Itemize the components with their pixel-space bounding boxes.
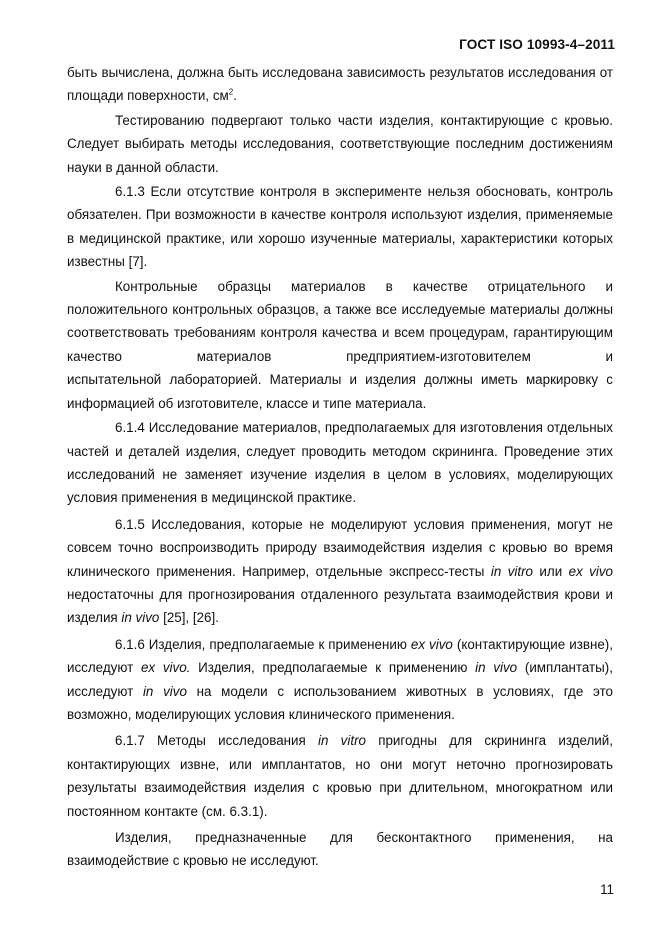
- paragraph-control-samples-cont: испытательной лабораторией. Материалы и изделия должны иметь маркировку с информацией об изготовителе, классе и типе материала.: [67, 372, 613, 411]
- paragraph-testing-parts: Тестированию подвергают только части изделия, контактирующие с кровью. Следует выбирать методы исследования, соответствующие последним достижениям науки в данной области.: [67, 112, 613, 175]
- paragraph-non-contact: Изделия, предназначенные для бесконтактного применения, на взаимодействие с кровью не исследуют.: [67, 830, 613, 869]
- page-number: 11: [600, 882, 614, 897]
- paragraph-control-samples: Контрольные образцы материалов в качестве отрицательного и положительного контрольных образцов, а также все исследуемые материалы должны соответствовать требованиям контроля качества и всем процедурам, гарантирующим качество материалов предприятием-изготовителем и: [67, 278, 613, 364]
- paragraph-6-1-5: 6.1.5 Исследования, которые не моделируют условия применения, могут не совсем точно воспроизводить природу взаимодействия изделия с кровью во время клинического применения. Например, отдельные экспресс-тесты in vitro или ex vivo недостаточны для прогнозирования отдаленного результата взаимодействия крови и изделия in vivo [25], [26].: [67, 516, 613, 626]
- paragraph-surface-area: быть вычислена, должна быть исследована зависимость результатов исследования от площади поверхности, $см^2$.: [67, 65, 613, 104]
- paragraph-6-1-6: 6.1.6 Изделия, предполагаемые к применению ex vivo (контактирующие извне), исследуют ex vivo. Изделия, предполагаемые к применению in vivo (имплантаты), исследуют in vivo на модели с использованием животных в условиях, где это возможно, моделирующих условия клинического применения.: [67, 636, 613, 722]
- document-header: ГОСТ ISO 10993-4–2011: [459, 37, 615, 52]
- paragraph-6-1-7: 6.1.7 Методы исследования in vitro пригодны для скрининга изделий, контактирующих извне, или имплантатов, но они могут неточно прогнозировать результаты взаимодействия изделия с кровью при длительном, многократном или постоянном контакте (см. 6.3.1).: [67, 733, 613, 819]
- paragraph-6-1-4: 6.1.4 Исследование материалов, предполагаемых для изготовления отдельных частей и деталей изделия, следует проводить методом скрининга. Проведение этих исследований не заменяет изучение изделия в целом в условиях, моделирующих условия применения в медицинской практике.: [67, 420, 613, 506]
- superscript: 2: [228, 87, 234, 97]
- document-body: [67, 61, 613, 873]
- paragraph-6-1-3: 6.1.3 Если отсутствие контроля в эксперименте нельзя обосновать, контроль обязателен. При возможности в качестве контроля используют изделия, применяемые в медицинской практике, или хорошо изученные материалы, характеристики которых известны [7].: [67, 184, 613, 270]
